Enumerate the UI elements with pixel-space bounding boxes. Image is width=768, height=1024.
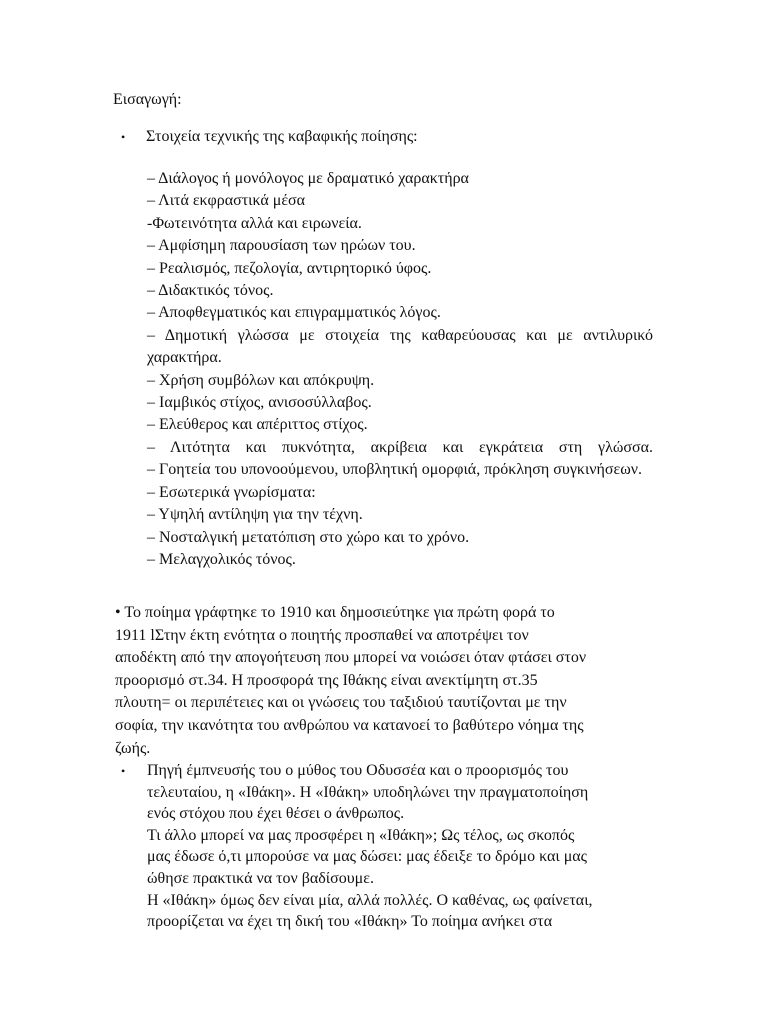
list-item: – Χρήση συμβόλων και απόκρυψη. (147, 371, 375, 389)
bullet-icon: • (121, 130, 126, 144)
list-item: – Αμφίσημη παρουσίαση των ηρώων του. (147, 237, 416, 255)
section-title: Στοιχεία τεχνικής της καβαφικής ποίησης: (146, 128, 418, 145)
technique-list (147, 168, 653, 571)
list-item: – Διάλογος ή μονόλογος με δραματικό χαρακτήρα (147, 170, 469, 187)
list-item: – Μελαγχολικός τόνος. (147, 550, 296, 568)
inspiration-paragraph: Πηγή έμπνευσής του ο μύθος του Οδυσσέα και ο προορισμός του τελευταίου, η «Ιθάκη». Η «Ιθάκη» υποδηλώνει την πραγματοποίηση ενός στόχου που έχει θέσει ο άνθρωπος. Τι άλλο μπορεί να μας προσφέρει η «Ιθάκη»; Ως τέλος, ως σκοπός μας έδωσε ό,τι μπορούσε να μας δώσει: μας έδειξε το δρόμο και μας ώθησε πρακτικά να τον βαδίσουμε. Η «Ιθάκη» όμως δεν είναι μία, αλλά πολλές. Ο καθένας, ως φαίνεται, προορίζεται να έχει τη δική του «Ιθάκη» Το ποίημα ανήκει στα (147, 762, 593, 931)
list-item: – Δημοτική γλώσσα με στοιχεία της καθαρεύουσας και με αντιλυρικό χαρακτήρα. (147, 326, 653, 367)
bullet-icon: • (121, 764, 126, 778)
list-item: – Ιαμβικός στίχος, ανισοσύλλαβος. (147, 394, 372, 412)
poem-paragraph: • Το ποίημα γράφτηκε το 1910 και δημοσιεύτηκε για πρώτη φορά το 1911 lΣτην έκτη ενότητα ο ποιητής προσπαθεί να αποτρέψει τον αποδέκτη από την απογοήτευση που μπορεί να νοιώσει όταν φτάσει στον προορισμό στ.34. Η προσφορά της Ιθάκης είναι ανεκτίμητη στ.35 πλουτη= οι περιπέτειες και οι γνώσεις του ταξιδιού ταυτίζονται με την σοφία, την ικανότητα του ανθρώπου να κατανοεί το βαθύτερο νόημα της ζωής. (115, 604, 587, 757)
list-item: – Ρεαλισμός, πεζολογία, αντιρητορικό ύφος. (147, 259, 432, 277)
list-item: – Υψηλή αντίληψη για την τέχνη. (147, 506, 363, 524)
list-item: – Αποφθεγματικός και επιγραμματικός λόγος. (147, 304, 441, 322)
document-heading: Εισαγωγή: (113, 91, 182, 108)
list-item: – Γοητεία του υπονοούμενου, υποβλητική ομορφιά, πρόκληση συγκινήσεων. (147, 461, 642, 479)
list-item: – Νοσταλγική μετατόπιση στο χώρο και το χρόνο. (147, 528, 470, 546)
list-item: – Λιτότητα και πυκνότητα, ακρίβεια και εγκράτεια στη γλώσσα. (147, 438, 653, 456)
list-item: – Λιτά εκφραστικά μέσα (147, 192, 306, 210)
list-item: -Φωτεινότητα αλλά και ειρωνεία. (147, 214, 362, 232)
list-item: – Διδακτικός τόνος. (147, 282, 274, 300)
list-item: – Ελεύθερος και απέριττος στίχος. (147, 416, 368, 434)
list-item: – Εσωτερικά γνωρίσματα: (147, 483, 316, 501)
